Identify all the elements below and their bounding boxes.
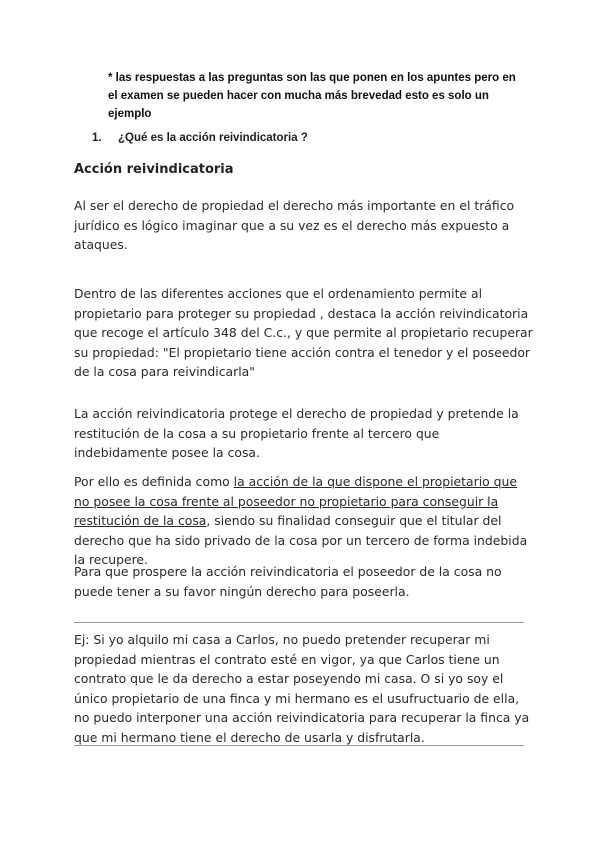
- example-paragraph: Ej: Si yo alquilo mi casa a Carlos, no puedo pretender recuperar mi propiedad mientras el contrato esté en vigor, ya que Carlos tiene un contrato que le da derecho a estar poseyendo mi casa. O si yo soy el único propietario de una finca y mi hermano es el usufructuario de ella, no puedo interponer una acción reivindicatoria para recuperar la finca ya que mi hermano tiene el derecho de usarla y disfrutarla.: [74, 632, 530, 745]
- exam-note: * las respuestas a las preguntas son las que ponen en los apuntes pero en el examen se pueden hacer con mucha más brevedad esto es solo un ejemplo: [108, 72, 516, 120]
- paragraph-1: Al ser el derecho de propiedad el derecho más importante en el tráfico jurídico es lógico imaginar que a su vez es el derecho más expuesto a ataques.: [74, 198, 515, 253]
- paragraph-5: Para que prospere la acción reivindicatoria el poseedor de la cosa no puede tener a su favor ningún derecho para poseerla.: [74, 564, 502, 599]
- paragraph-4-prefix: Por ello es definida como: [74, 474, 234, 489]
- paragraph-4-suffix: , siendo su finalidad conseguir que el titular del derecho que ha sido privado de la cosa por un tercero de forma indebida la recupere.: [74, 513, 528, 568]
- section-heading: Acción reivindicatoria: [74, 162, 234, 177]
- paragraph-4: [74, 472, 534, 570]
- paragraph-3: La acción reivindicatoria protege el derecho de propiedad y pretende la restitución de la cosa a su propietario frente al tercero que indebidamente posee la cosa.: [74, 406, 519, 461]
- divider-top: [74, 622, 524, 623]
- question-number: 1.: [92, 132, 102, 144]
- paragraph-2: Dentro de las diferentes acciones que el ordenamiento permite al propietario para proteger su propiedad , destaca la acción reivindicatoria que recoge el artículo 348 del C.c., y que permite al propietario recuperar su propiedad: "El propietario tiene acción contra el tenedor y el poseedor de la cosa para reivindicarla": [74, 286, 533, 380]
- definition-underlined: la acción de la que dispone el propietario que no posee la cosa frente al poseedor no propietario para conseguir la restitución de la cosa: [74, 474, 518, 529]
- divider-bottom: [74, 745, 524, 746]
- question-text: ¿Qué es la acción reivindicatoria ?: [118, 132, 308, 144]
